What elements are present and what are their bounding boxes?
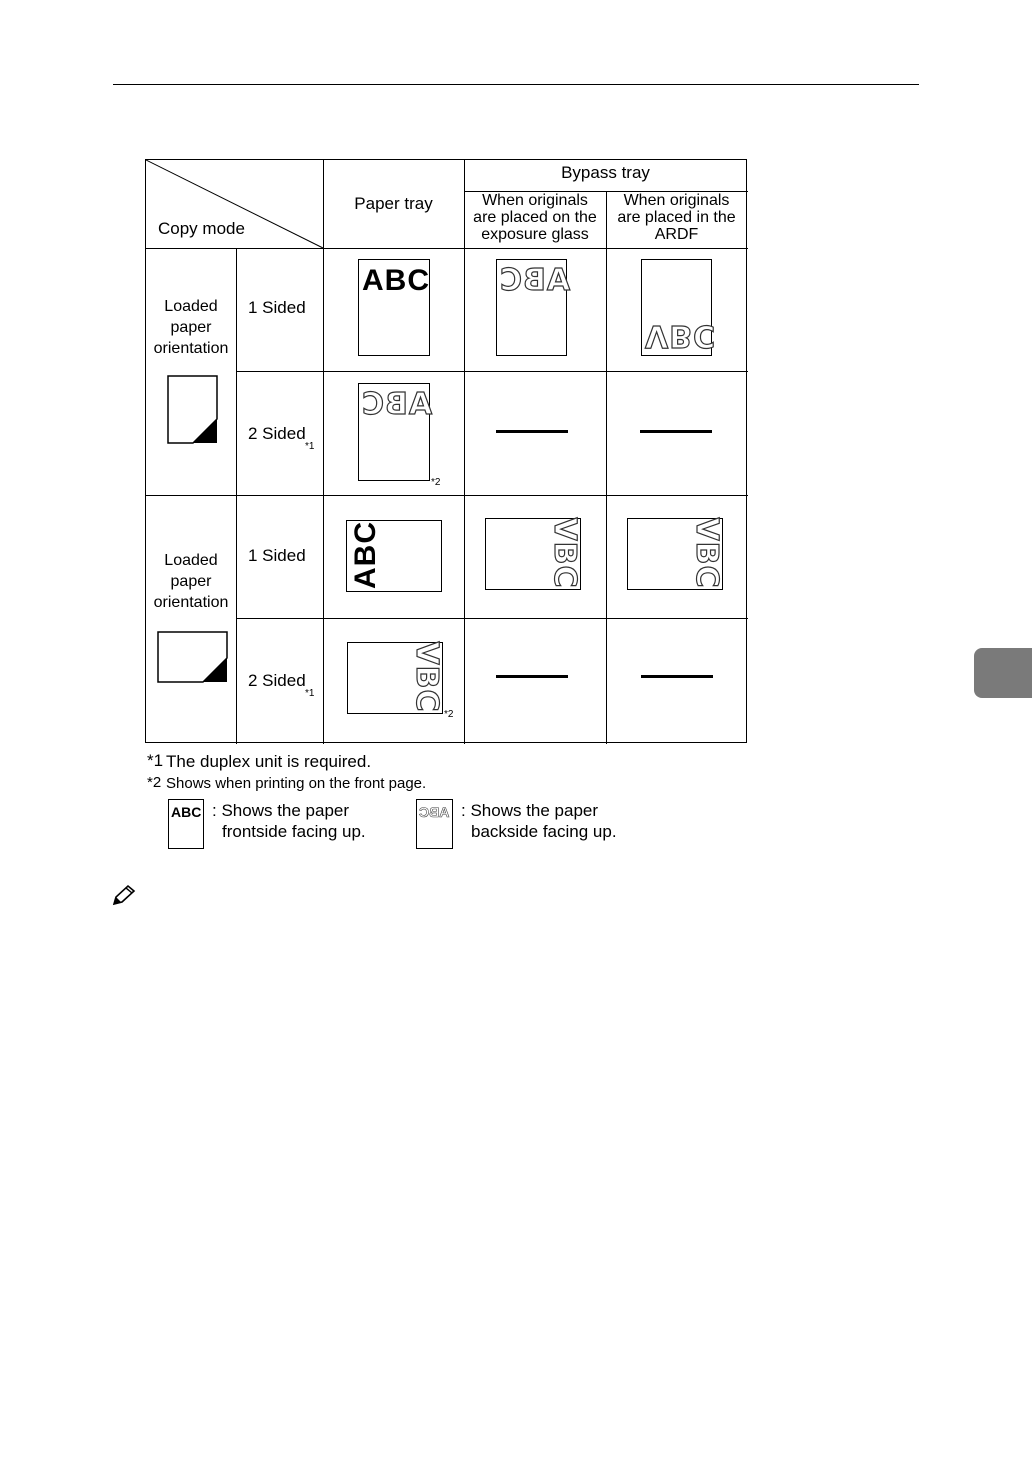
mode-2-sided-b-mark: *1 [305, 688, 315, 699]
mode-2-sided-a: 2 Sided [248, 424, 306, 443]
footnote-2-text: Shows when printing on the front page. [166, 775, 427, 792]
legend-front-line-2: frontside facing up. [222, 822, 366, 841]
note-pencil-icon [112, 884, 138, 906]
copy-mode-label: Copy mode [158, 219, 245, 238]
orientation-1-line-1: Loaded [164, 298, 218, 315]
sheet-2s-landscape-mark: *2 [444, 709, 454, 720]
legend-back-icon [416, 799, 453, 849]
abc-back-mirrored-text: ABC [499, 263, 571, 298]
bypass-tray-label: Bypass tray [561, 163, 650, 182]
mode-1-sided-a: 1 Sided [248, 298, 306, 317]
sheet-glass-1s-landscape [485, 518, 581, 590]
mode-2-sided-a-mark: *1 [305, 441, 315, 452]
col-divider-3 [606, 191, 607, 744]
orientation-2-line-3: orientation [153, 594, 229, 611]
legend-back-line-2: backside facing up. [471, 822, 617, 841]
footnote-1-text: The duplex unit is required. [166, 752, 372, 771]
ardf-line-3: ARDF [654, 226, 699, 243]
legend-back-icon-text: ABC [419, 804, 450, 820]
landscape-paper-icon [157, 631, 229, 684]
orientation-1-line-2: paper [170, 319, 212, 336]
portrait-paper-icon [167, 375, 219, 445]
not-available-dash [496, 675, 568, 678]
legend-front-line-1: : Shows the paper [212, 801, 350, 820]
abc-back-rotated-text: VBC [547, 517, 582, 589]
not-available-dash [496, 430, 568, 433]
chapter-tab [974, 648, 1032, 698]
row-divider-1 [236, 371, 748, 372]
abc-front-text: ABC [362, 264, 430, 297]
sheet-paper-tray-2s-portrait [358, 383, 433, 481]
abc-front-text: ABC [349, 521, 382, 589]
exposure-glass-line-3: exposure glass [481, 226, 589, 243]
sheet-ardf-1s-portrait [641, 259, 717, 356]
orientation-1-line-3: orientation [153, 340, 229, 357]
row-divider-3 [236, 618, 748, 619]
mode-2-sided-b: 2 Sided [248, 671, 306, 690]
abc-back-rotated-text: VBC [689, 517, 724, 589]
sheet-paper-tray-1s-landscape [346, 520, 442, 592]
sheet-2s-portrait-mark: *2 [431, 477, 441, 488]
mode-1-sided-b: 1 Sided [248, 546, 306, 565]
abc-back-mirrored-text: ABC [361, 387, 433, 422]
not-available-dash [640, 430, 712, 433]
footnote-1-mark: *1 [147, 751, 164, 770]
header-rule [113, 84, 919, 85]
legend-front-icon [168, 799, 204, 849]
ardf-line-1: When originals [623, 192, 730, 209]
legend-back-line-1: : Shows the paper [461, 801, 599, 820]
ardf-line-2: are placed in the [617, 209, 736, 226]
orientation-2-line-2: paper [170, 573, 212, 590]
exposure-glass-line-1: When originals [482, 192, 588, 209]
abc-back-flipped-text: VBC [645, 318, 717, 353]
sheet-paper-tray-1s-portrait [358, 259, 430, 356]
abc-back-rotated-text: VBC [409, 641, 444, 713]
sheet-glass-1s-portrait [496, 259, 571, 356]
exposure-glass-line-2: are placed on the [473, 209, 597, 226]
legend-front-icon-text: ABC [171, 804, 202, 820]
not-available-dash [641, 675, 713, 678]
sheet-paper-tray-2s-landscape [347, 642, 443, 714]
sheet-ardf-1s-landscape [627, 518, 723, 590]
col-divider-mode [236, 248, 237, 744]
footnote-2-mark: *2 [147, 774, 162, 791]
orientation-2-line-1: Loaded [164, 552, 218, 569]
paper-tray-label: Paper tray [354, 194, 433, 213]
orientation-table [145, 159, 747, 743]
row-divider-mid [146, 495, 748, 496]
